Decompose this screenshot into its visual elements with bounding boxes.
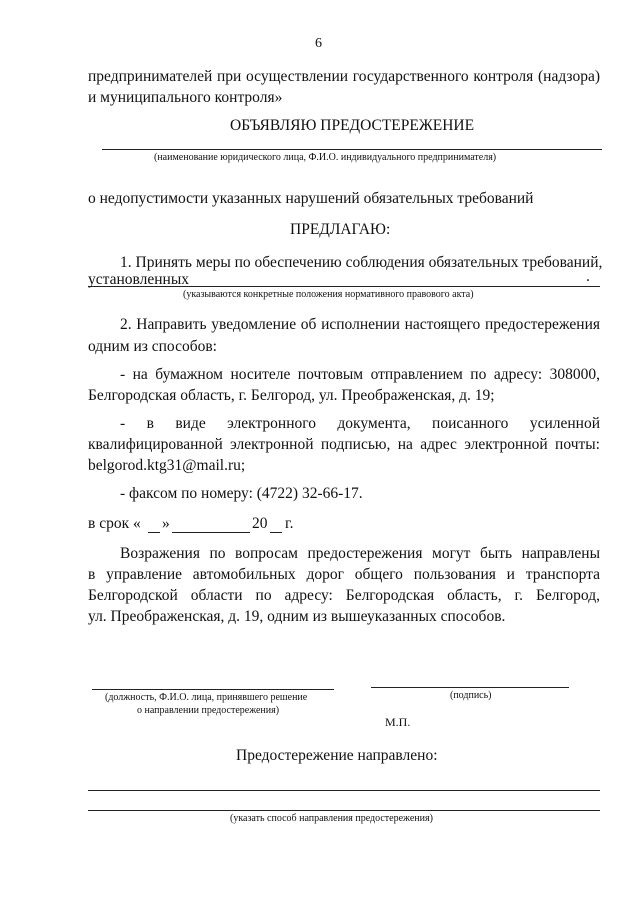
option-paper-line-1: - на бумажном носителе почтовым отправлением по адресу: 308000, [120,366,600,383]
item1-dot: . [586,268,590,285]
deadline-year-line[interactable] [270,532,282,533]
deadline-year-suffix: г. [285,515,294,532]
entity-caption: (наименование юридического лица, Ф.И.О. индивидуального предпринимателя) [154,152,497,163]
intro-line-2: и муниципального контроля» [88,89,283,106]
signature-line[interactable] [371,687,569,688]
page-number: 6 [315,36,322,51]
inadmissibility-text: о недопустимости указанных нарушений обязательных требований [88,190,534,207]
objections-line-3: Белгородской области по адресу: Белгородская область, г. Белгород, [88,587,600,604]
deadline-day-line[interactable] [148,532,160,533]
item1-caption: (указываются конкретные положения нормативного правового акта) [183,289,474,300]
option-email-line-2: квалифицированной электронной подписью, на адрес электронной почты: [88,436,600,453]
item1-provision-line[interactable] [88,286,600,287]
propose-heading: ПРЕДЛАГАЮ: [290,221,391,238]
item1-line-2: установленных [88,271,189,288]
position-line[interactable] [92,689,334,690]
signature-caption: (подпись) [450,690,492,701]
objections-line-2: в управление автомобильных дорог общего пользования и транспорта [88,566,600,583]
method-line-2[interactable] [88,810,600,811]
method-line-1[interactable] [88,790,600,791]
option-paper-line-2: Белгородская область, г. Белгород, ул. Преображенская, д. 19; [88,387,495,404]
deadline-close-quote: » [162,515,170,532]
deadline-prefix: в срок « [88,515,141,532]
intro-line-1: предпринимателей при осуществлении государственного контроля (надзора) [88,68,600,85]
item1-line-1: 1. Принять меры по обеспечению соблюдения обязательных требований, [120,254,603,271]
entity-name-line[interactable] [102,149,602,150]
position-caption-line-2: о направлении предостережения) [137,705,280,716]
deadline-year-prefix: 20 [252,515,268,532]
deadline-month-line[interactable] [172,532,250,533]
option-email-line-3: belgorod.ktg31@mail.ru; [88,457,246,474]
objections-line-1: Возражения по вопросам предостережения могут быть направлены [120,545,600,562]
method-caption: (указать способ направления предостережения) [230,813,433,824]
option-email-line-1: - в виде электронного документа, поисанного усиленной [120,415,600,432]
item2-line-2: одним из способов: [88,338,217,355]
objections-line-4: ул. Преображенская, д. 19, одним из вышеуказанных способов. [88,608,506,625]
sent-heading: Предостережение направлено: [236,747,438,764]
declare-heading: ОБЪЯВЛЯЮ ПРЕДОСТЕРЕЖЕНИЕ [230,117,475,134]
stamp-label: М.П. [385,715,411,729]
option-fax: - факсом по номеру: (4722) 32-66-17. [120,485,363,502]
item2-line-1: 2. Направить уведомление об исполнении настоящего предостережения [120,316,600,333]
position-caption-line-1: (должность, Ф.И.О. лица, принявшего решение [105,692,308,703]
